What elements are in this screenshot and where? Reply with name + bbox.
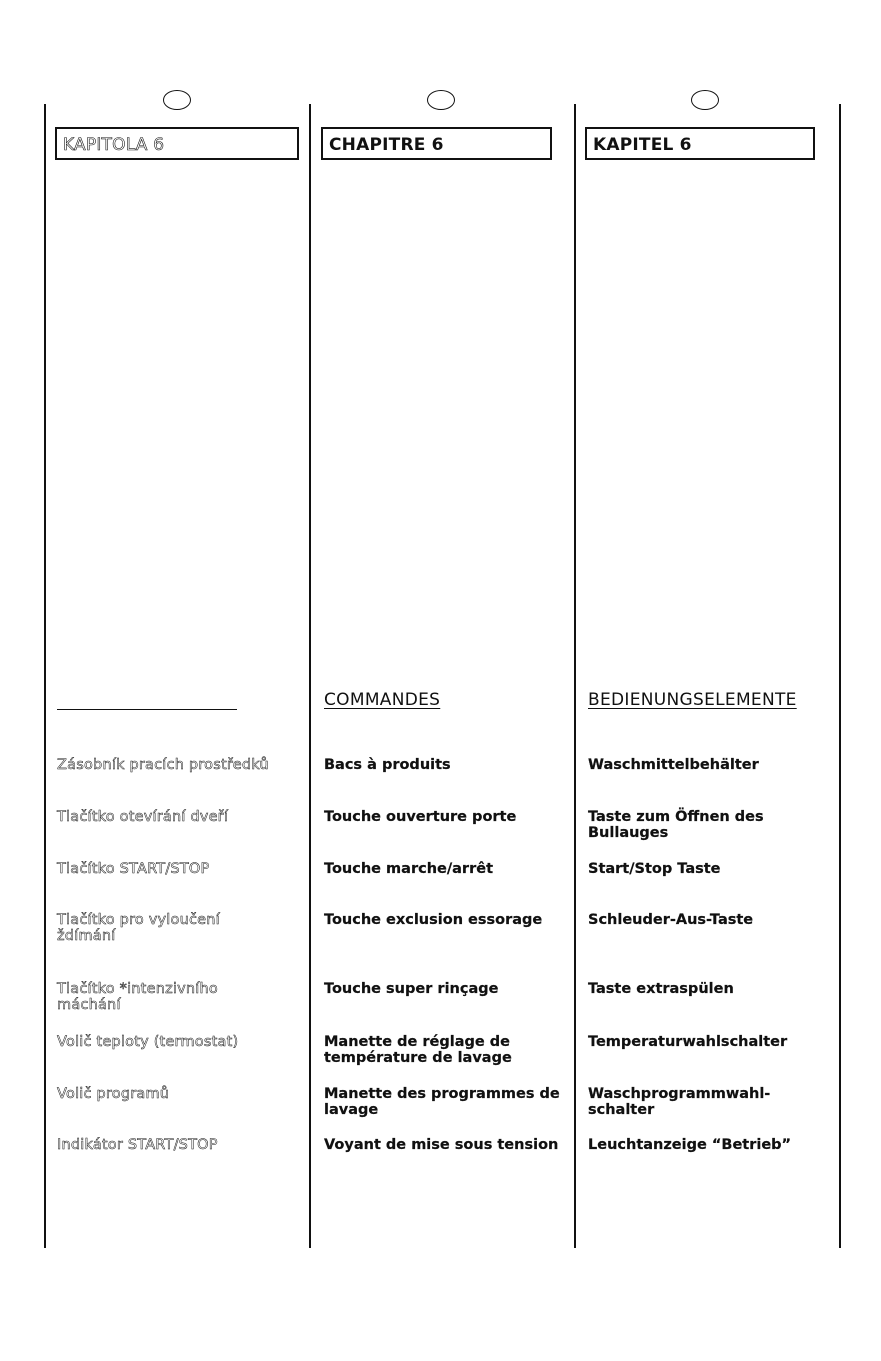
chapter-title-cz: KAPITOLA 6 (55, 127, 299, 160)
control-item-de: Taste extraspülen (588, 981, 734, 997)
control-item-fr: Touche marche/arrêt (324, 861, 493, 877)
control-item-fr: Touche exclusion essorage (324, 912, 543, 928)
control-item-fr: Touche super rinçage (324, 981, 499, 997)
control-item-fr: Bacs à produits (324, 757, 451, 773)
control-item-fr: Touche ouverture porte (324, 809, 517, 825)
control-item-cz: Indikátor START/STOP (57, 1137, 218, 1153)
control-item-de: Waschprogrammwahl- schalter (588, 1086, 771, 1118)
control-item-fr: Manette de réglage de température de lavage (324, 1034, 512, 1066)
section-title-cz-underline (57, 709, 237, 710)
column-divider (574, 104, 576, 1248)
control-item-de: Waschmittelbehälter (588, 757, 759, 773)
column-divider (839, 104, 841, 1248)
control-item-de: Leuchtanzeige “Betrieb” (588, 1137, 792, 1153)
control-item-de: Taste zum Öffnen des Bullauges (588, 809, 764, 841)
control-item-fr: Manette des programmes de lavage (324, 1086, 560, 1118)
language-circle-icon (163, 90, 191, 110)
control-item-cz: Zásobník pracích prostředků (57, 757, 269, 773)
control-item-cz: Volič programů (57, 1086, 170, 1102)
control-item-de: Start/Stop Taste (588, 861, 721, 877)
column-divider (44, 104, 46, 1248)
control-item-cz: Tlačítko *intenzivního máchání (57, 981, 218, 1013)
language-circle-icon (691, 90, 719, 110)
chapter-title-fr: CHAPITRE 6 (321, 127, 552, 160)
control-item-fr: Voyant de mise sous tension (324, 1137, 559, 1153)
control-item-de: Schleuder-Aus-Taste (588, 912, 754, 928)
control-item-cz: Volič teploty (termostat) (57, 1034, 239, 1050)
language-circle-icon (427, 90, 455, 110)
control-item-cz: Tlačítko otevírání dveří (57, 809, 229, 825)
control-item-de: Temperaturwahlschalter (588, 1034, 788, 1050)
column-divider (309, 104, 311, 1248)
section-title-de: BEDIENUNGSELEMENTE (588, 690, 797, 710)
section-title-fr: COMMANDES (324, 690, 441, 710)
control-item-cz: Tlačítko pro vyloučení ždímání (57, 912, 220, 944)
control-item-cz: Tlačítko START/STOP (57, 861, 210, 877)
chapter-title-de: KAPITEL 6 (585, 127, 815, 160)
